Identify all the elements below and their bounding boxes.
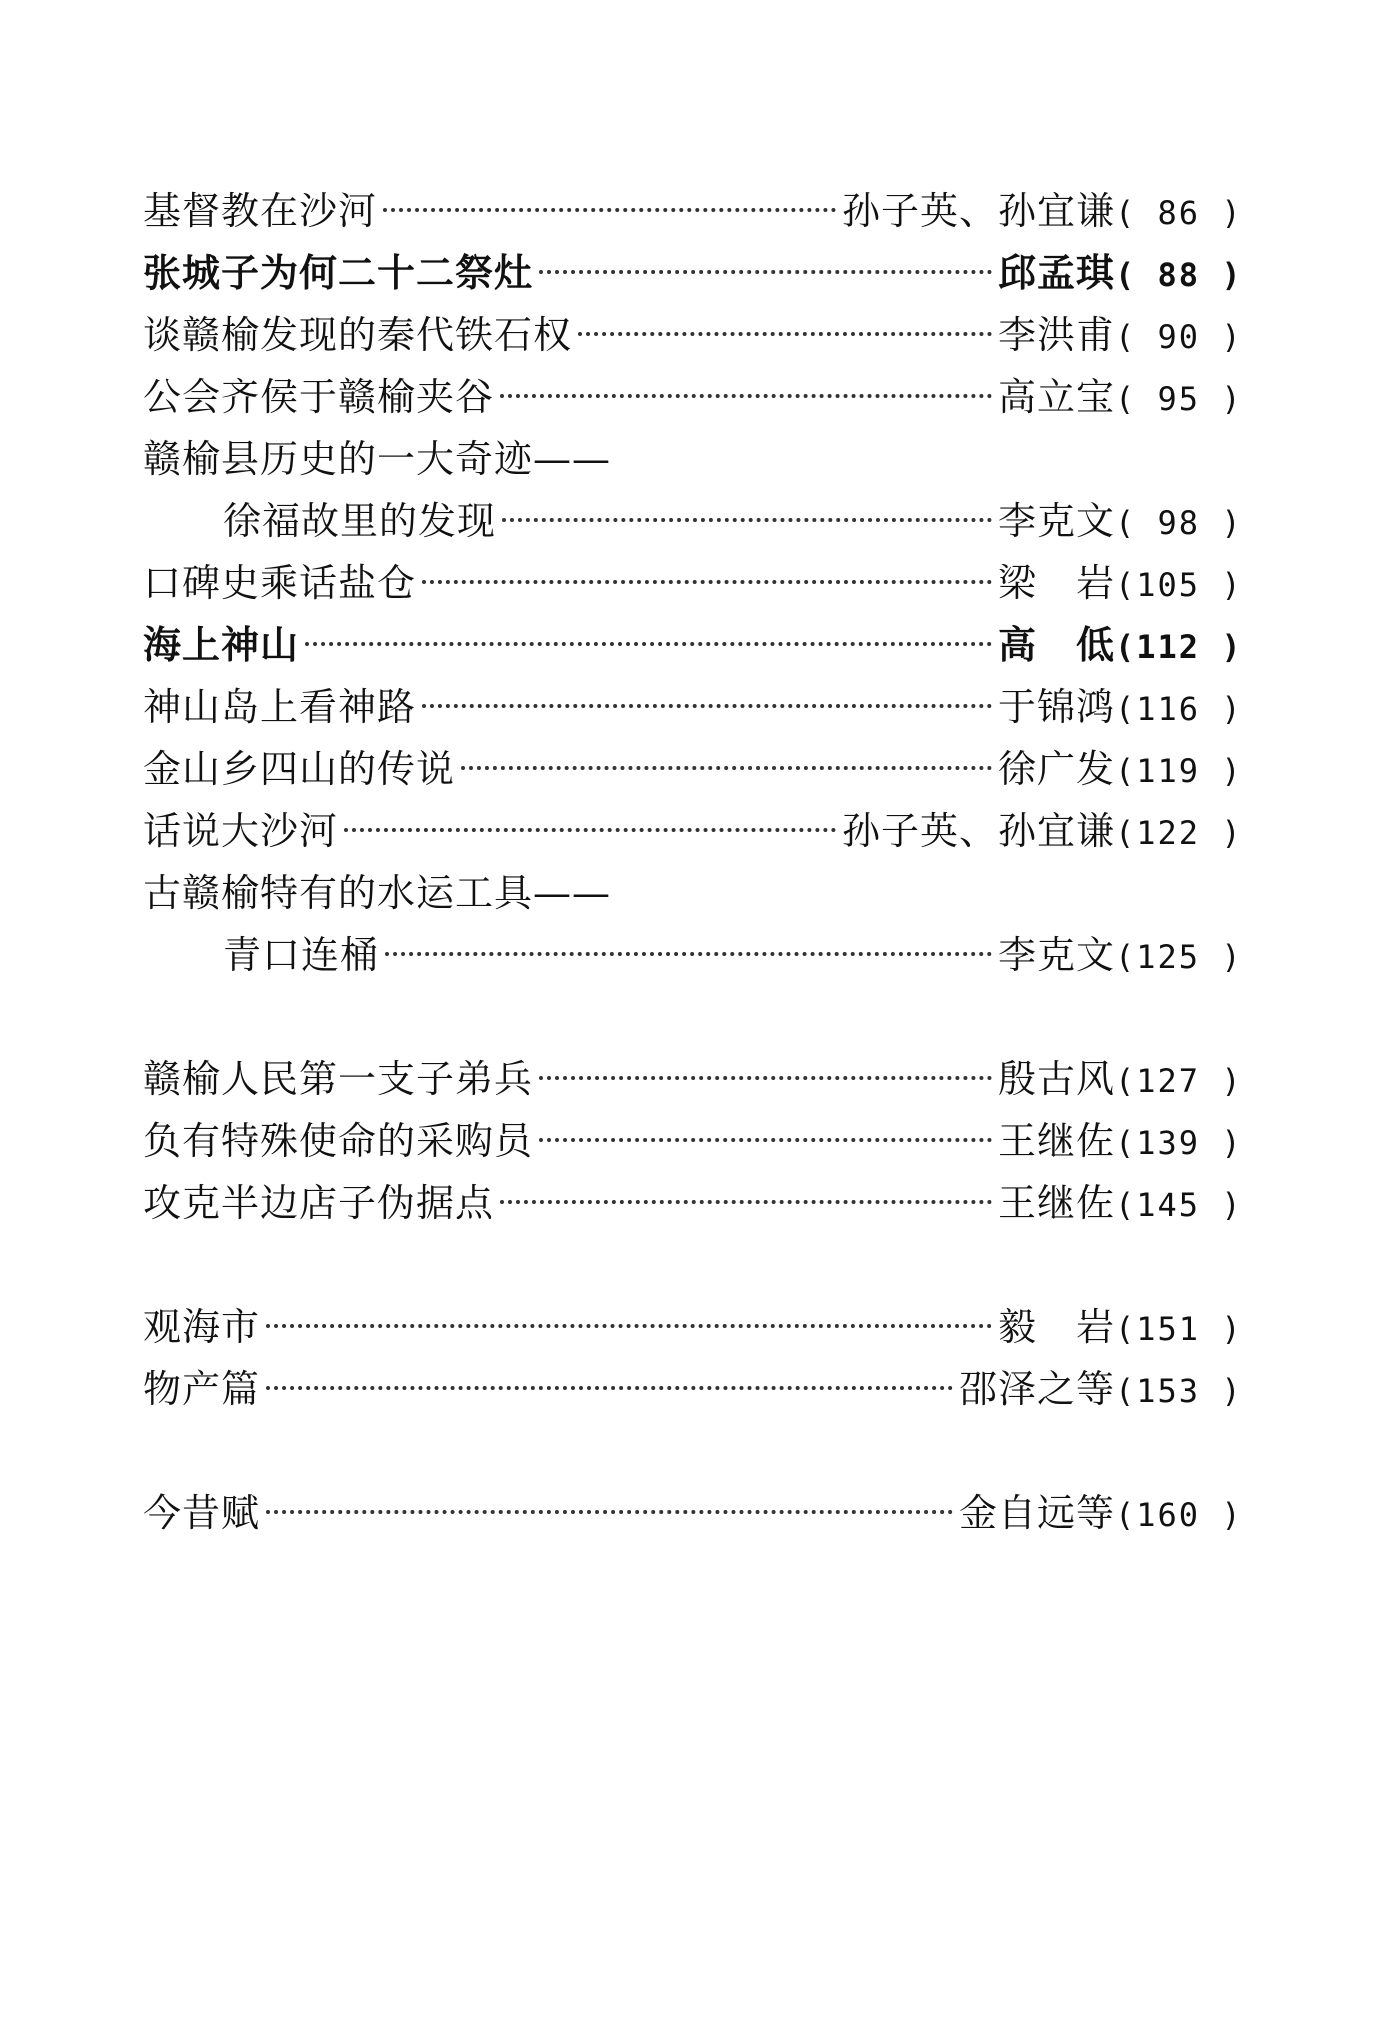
entry-heading: 赣榆县历史的一大奇迹——: [143, 437, 612, 481]
entry-title: 神山岛上看神路: [143, 685, 417, 729]
entry-page-number: ( 88 ): [1115, 256, 1243, 294]
entry-page-number: (145 ): [1115, 1186, 1243, 1224]
entry-page-number: ( 86 ): [1115, 194, 1243, 232]
entry-author: 邵泽之等: [958, 1367, 1115, 1411]
entry-page-number: (105 ): [1115, 566, 1243, 604]
toc-entry: [143, 1048, 1243, 1110]
entry-page-number: (151 ): [1115, 1310, 1243, 1348]
toc-entry: [143, 676, 1243, 738]
entry-title: 负有特殊使命的采购员: [143, 1119, 534, 1163]
entry-title: 攻克半边店子伪据点: [143, 1181, 495, 1225]
table-of-contents: [143, 180, 1243, 1544]
entry-title: 基督教在沙河: [143, 189, 378, 233]
dot-leader: [539, 270, 992, 274]
entry-author: 高立宝: [997, 375, 1115, 419]
entry-author: 李洪甫: [997, 313, 1115, 357]
entry-page-number: ( 98 ): [1115, 504, 1243, 542]
entry-page-number: (122 ): [1115, 814, 1243, 852]
entry-title: 口碑史乘话盐仓: [143, 561, 417, 605]
section-gap: [143, 1420, 1233, 1482]
toc-entry: [143, 1358, 1243, 1420]
entry-page-number: (119 ): [1115, 752, 1243, 790]
entry-author: 高 低: [997, 622, 1115, 667]
toc-heading: [143, 428, 1233, 490]
entry-title: 公会齐侯于赣榆夹谷: [143, 375, 495, 419]
entry-page-number: (160 ): [1115, 1496, 1243, 1534]
section-gap: [143, 1234, 1233, 1296]
entry-author: 殷古风: [997, 1057, 1115, 1101]
entry-author: 金自远等: [958, 1491, 1115, 1535]
dot-leader: [266, 1510, 953, 1514]
toc-entry: [143, 304, 1243, 366]
entry-title: 徐福故里的发现: [223, 499, 497, 543]
entry-page-number: (127 ): [1115, 1062, 1243, 1100]
dot-leader: [266, 1324, 992, 1328]
toc-entry: [143, 614, 1243, 676]
entry-title: 谈赣榆发现的秦代铁石权: [143, 313, 573, 357]
dot-leader: [502, 518, 992, 522]
entry-page-number: (139 ): [1115, 1124, 1243, 1162]
entry-title: 今昔赋: [143, 1491, 261, 1535]
section-gap: [143, 986, 1233, 1048]
entry-author: 李克文: [997, 499, 1115, 543]
entry-title: 赣榆人民第一支子弟兵: [143, 1057, 534, 1101]
entry-author: 邱孟琪: [997, 250, 1115, 295]
toc-entry: [143, 1482, 1243, 1544]
dot-leader: [461, 766, 992, 770]
toc-entry: [143, 180, 1243, 242]
dot-leader: [500, 1200, 992, 1204]
dot-leader: [266, 1386, 953, 1390]
toc-entry: [143, 924, 1243, 986]
dot-leader: [500, 394, 992, 398]
toc-entry: [143, 800, 1243, 862]
toc-entry: [143, 1110, 1243, 1172]
entry-author: 李克文: [997, 933, 1115, 977]
dot-leader: [539, 1138, 992, 1142]
dot-leader: [578, 332, 992, 336]
dot-leader: [305, 642, 992, 646]
entry-author: 梁 岩: [997, 561, 1115, 605]
toc-entry: [143, 552, 1243, 614]
entry-author: 徐广发: [997, 747, 1115, 791]
entry-title: 物产篇: [143, 1367, 261, 1411]
entry-page-number: (116 ): [1115, 690, 1243, 728]
entry-author: 王继佐: [997, 1119, 1115, 1163]
entry-title: 张城子为何二十二祭灶: [143, 250, 534, 295]
entry-title: 海上神山: [143, 622, 300, 667]
entry-page-number: (125 ): [1115, 938, 1243, 976]
entry-page-number: (112 ): [1115, 628, 1243, 666]
entry-author: 于锦鸿: [997, 685, 1115, 729]
entry-page-number: ( 95 ): [1115, 380, 1243, 418]
dot-leader: [383, 208, 836, 212]
entry-title: 青口连桶: [223, 933, 380, 977]
entry-title: 观海市: [143, 1305, 261, 1349]
entry-page-number: (153 ): [1115, 1372, 1243, 1410]
toc-entry: [143, 366, 1243, 428]
toc-heading: [143, 862, 1233, 924]
dot-leader: [539, 1076, 992, 1080]
dot-leader: [422, 704, 992, 708]
entry-author: 王继佐: [997, 1181, 1115, 1225]
dot-leader: [385, 952, 992, 956]
entry-title: 话说大沙河: [143, 809, 339, 853]
toc-entry: [143, 1296, 1243, 1358]
entry-author: 孙子英、孙宜谦: [841, 189, 1115, 233]
toc-entry: [143, 1172, 1243, 1234]
toc-entry: [143, 738, 1243, 800]
dot-leader: [344, 828, 836, 832]
entry-page-number: ( 90 ): [1115, 318, 1243, 356]
entry-author: 孙子英、孙宜谦: [841, 809, 1115, 853]
entry-title: 金山乡四山的传说: [143, 747, 456, 791]
toc-entry: [143, 242, 1243, 304]
toc-entry: [143, 490, 1243, 552]
dot-leader: [422, 580, 992, 584]
entry-heading: 古赣榆特有的水运工具——: [143, 871, 612, 915]
entry-author: 毅 岩: [997, 1305, 1115, 1349]
